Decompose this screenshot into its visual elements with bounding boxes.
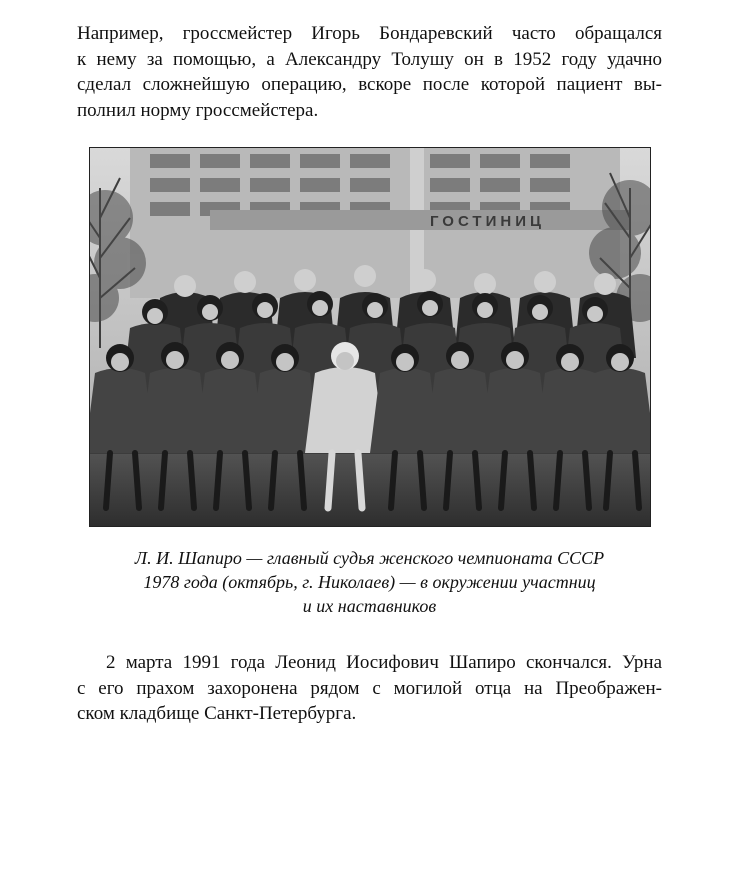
hotel-sign: ГОСТИНИЦ xyxy=(430,213,545,230)
caption-line: и их наставников xyxy=(302,596,437,616)
paragraph-2-line: с его прахом захоронена рядом с могилой отца на Преображен- xyxy=(77,677,662,699)
paragraph-2-line: 2 марта 1991 года Леонид Иосифович Шапиро скончался. Урна xyxy=(106,652,662,673)
group-photo-illustration xyxy=(90,148,650,526)
group-photo xyxy=(89,147,651,527)
paragraph-1-line: Например, гроссмейстер Игорь Бондаревский часто обращался xyxy=(77,23,662,44)
caption-line: 1978 года (октябрь, г. Николаев) — в окружении участниц xyxy=(143,572,596,592)
caption-line: Л. И. Шапиро — главный судья женского чемпионата СССР xyxy=(134,548,605,568)
paragraph-1 xyxy=(77,21,662,123)
paragraph-1-line: полнил норму гроссмейстера. xyxy=(77,99,319,121)
paragraph-2 xyxy=(77,650,662,727)
paragraph-1-line: сделал сложнейшую операцию, вскоре после которой пациент вы- xyxy=(77,74,662,95)
photo-caption xyxy=(77,546,662,618)
paragraph-1-line: к нему за помощью, а Александру Толушу он в 1952 году удачно xyxy=(77,48,662,70)
building xyxy=(130,148,630,298)
paragraph-2-line: ском кладбище Санкт-Петербурга. xyxy=(77,703,357,724)
